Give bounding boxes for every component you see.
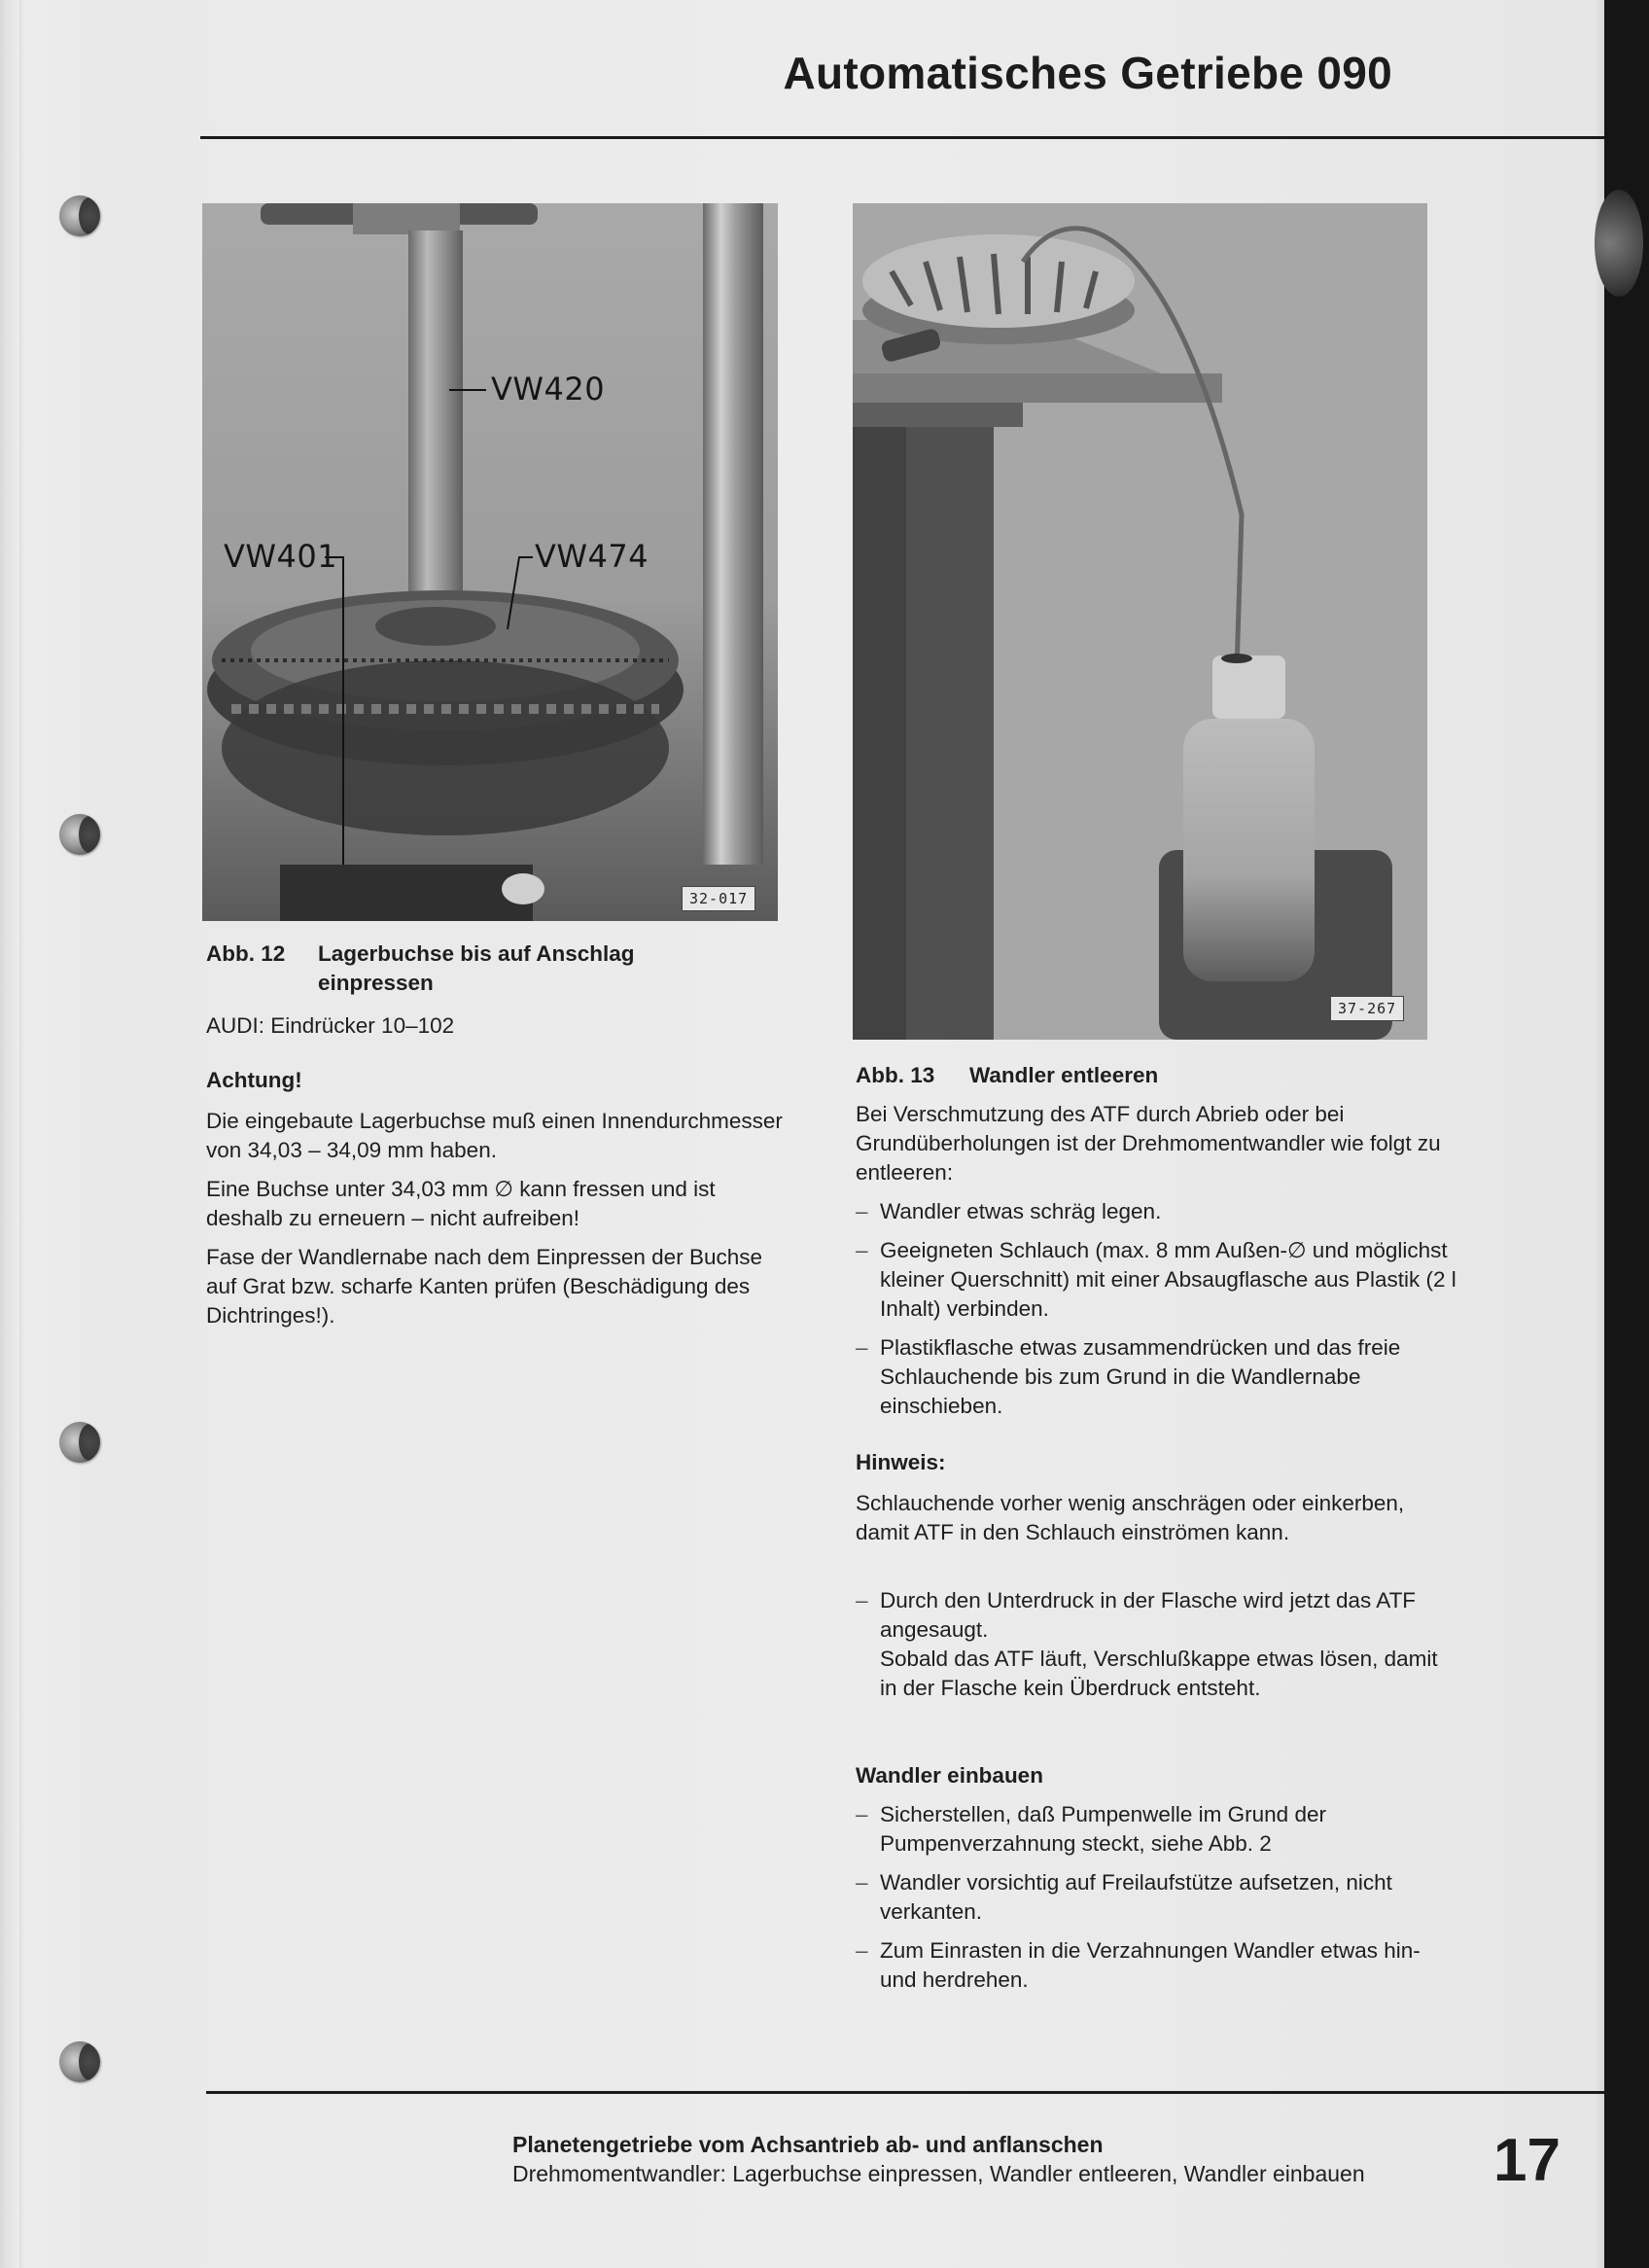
punch-hole (59, 814, 100, 855)
photo-code-label: 37-267 (1330, 996, 1404, 1021)
footer-rule (206, 2091, 1604, 2094)
figure-12-caption (206, 939, 789, 998)
bottle-photo-illustration (853, 203, 1427, 1040)
scan-edge-artifact (1595, 190, 1643, 297)
list-item: – Plastikflasche etwas zusammendrücken und das freie Schlauchende bis zum Grund in die Wandlernabe einschieben. (856, 1333, 1458, 1421)
intro-paragraph: Bei Verschmutzung des ATF durch Abrieb oder bei Grundüberholungen ist der Drehmomentwandler wie folgt zu entleeren: (856, 1102, 1441, 1185)
attention-paragraph: Fase der Wandlernabe nach dem Einpressen der Buchse auf Grat bzw. scharfe Kanten prüfen (Beschädigung des Dichtringes!). (206, 1245, 762, 1328)
tool-note: AUDI: Eindrücker 10–102 (206, 1013, 455, 1038)
figure-13-photo (853, 203, 1427, 1040)
attention-paragraph: Die eingebaute Lagerbuchse muß einen Innendurchmesser von 34,03 – 34,09 mm haben. (206, 1109, 783, 1162)
footer-title: Planetengetriebe vom Achsantrieb ab- und anflanschen (512, 2132, 1104, 2157)
page-number: 17 (1493, 2127, 1561, 2194)
attention-paragraph: Eine Buchse unter 34,03 mm ∅ kann fressen und ist deshalb zu erneuern – nicht aufreiben! (206, 1177, 716, 1230)
attention-heading: Achtung! (206, 1068, 302, 1092)
photo-code-label: 32-017 (682, 886, 755, 911)
page-title: Automatisches Getriebe 090 (783, 48, 1392, 98)
figure-title: Lagerbuchse bis auf Anschlag einpressen (318, 941, 635, 995)
list-item: – Wandler etwas schräg legen. (856, 1197, 1458, 1226)
figure-title: Wandler entleeren (969, 1063, 1159, 1087)
punch-hole (59, 2041, 100, 2082)
drain-steps-list (856, 1197, 1458, 1421)
figure-number: Abb. 13 (856, 1063, 935, 1087)
list-item: – Sicherstellen, daß Pumpenwelle im Grund der Pumpenverzahnung steckt, siehe Abb. 2 (856, 1800, 1458, 1859)
figure-number: Abb. 12 (206, 941, 286, 966)
punch-hole (59, 195, 100, 236)
figure-12-photo (202, 203, 778, 921)
header-rule (200, 136, 1604, 139)
callout-label: VW420 (491, 371, 606, 408)
list-item: – Zum Einrasten in die Verzahnungen Wandler etwas hin- und herdrehen. (856, 1936, 1458, 1995)
footer-subtitle: Drehmomentwandler: Lagerbuchse einpressen, Wandler entleeren, Wandler einbauen (512, 2161, 1365, 2186)
hint-steps-list (856, 1557, 1458, 1732)
attention-block (206, 1066, 789, 1330)
paper-fold (19, 0, 25, 2268)
hint-paragraph: Schlauchende vorher wenig anschrägen oder einkerben, damit ATF in den Schlauch einströmen kann. (856, 1491, 1405, 1544)
install-heading: Wandler einbauen (856, 1763, 1043, 1788)
list-item: – Wandler vorsichtig auf Freilaufstütze aufsetzen, nicht verkanten. (856, 1868, 1458, 1927)
callout-label: VW474 (535, 538, 649, 575)
install-steps-list (856, 1800, 1458, 1995)
figure-12-caption-block (206, 939, 789, 1041)
figure-13-caption (856, 1061, 1458, 1090)
list-item: – Geeigneten Schlauch (max. 8 mm Außen-∅ und möglichst kleiner Querschnitt) mit einer Absaugflasche aus Plastik (2 l Inhalt) verbinden. (856, 1236, 1458, 1324)
scan-background-edge (1604, 0, 1649, 2268)
hint-heading: Hinweis: (856, 1450, 946, 1474)
list-item: – Durch den Unterdruck in der Flasche wird jetzt das ATF angesaugt. Sobald das ATF läuft, Verschlußkappe etwas lösen, damit in der Flasche kein Überdruck entsteht. (856, 1586, 1458, 1703)
callout-label: VW401 (224, 538, 338, 575)
punch-hole (59, 1422, 100, 1463)
figure-13-text-block (856, 1061, 1458, 1995)
